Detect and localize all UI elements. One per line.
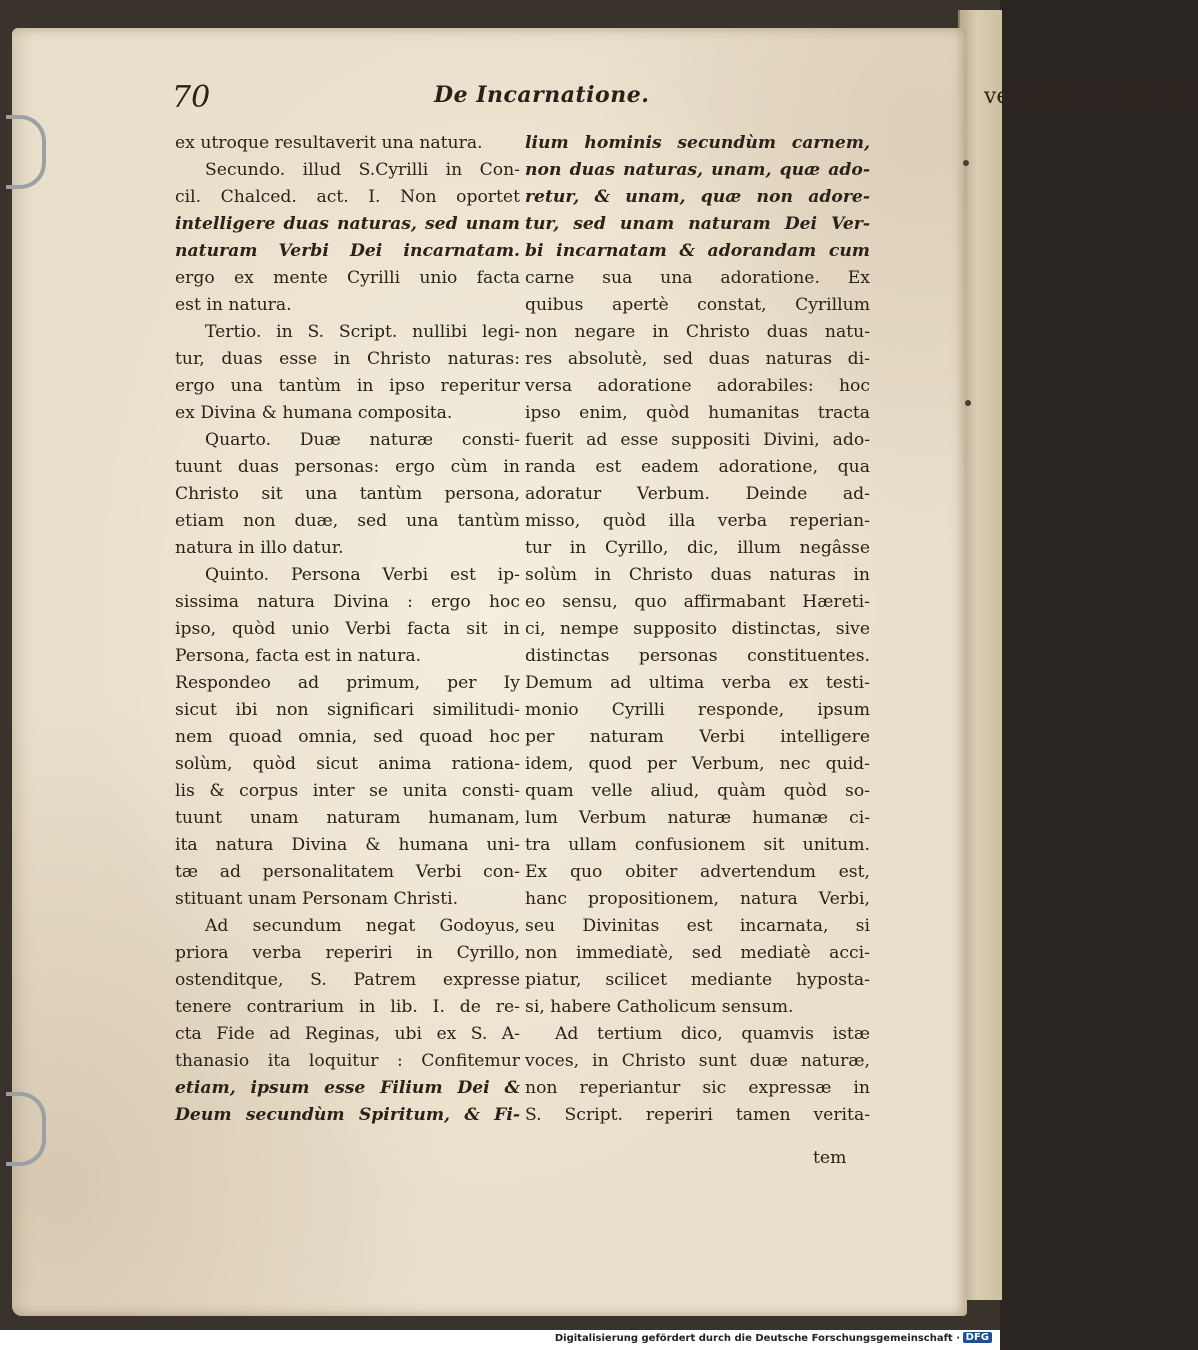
text-line: lis & corpus inter se unita consti- [175, 781, 520, 801]
text-line: Ex quo obiter advertendum est, [525, 862, 870, 882]
text-line: quibus apertè constat, Cyrillum [525, 295, 870, 315]
text-line: randa est eadem adoratione, qua [525, 457, 870, 477]
text-line: misso, quòd illa verba reperian- [525, 511, 870, 531]
funding-credit: Digitalisierung gefördert durch die Deutsche Forschungsgemeinschaft · [554, 1333, 960, 1344]
text-line: bi incarnatam & adorandam cum [525, 241, 870, 261]
text-line: Tertio. in S. Script. nullibi legi- [205, 322, 520, 342]
text-line: ex utroque resultaverit una natura. [175, 133, 483, 153]
text-line: idem, quod per Verbum, nec quid- [525, 754, 870, 774]
text-line: tæ ad personalitatem Verbi con- [175, 862, 520, 882]
page-clip-top [6, 115, 46, 189]
text-line: naturam Verbi Dei incarnatam. [175, 241, 520, 261]
text-line: seu Divinitas est incarnata, si [525, 916, 870, 936]
footer-strip [0, 1330, 1000, 1350]
text-line: ex Divina & humana composita. [175, 403, 453, 423]
dfg-logo: DFG [963, 1332, 992, 1343]
text-line: cta Fide ad Reginas, ubi ex S. A- [175, 1024, 520, 1044]
page-header [172, 80, 872, 120]
page-clip-bottom [6, 1092, 46, 1166]
text-line: stituant unam Personam Christi. [175, 889, 459, 909]
text-line: Secundo. illud S.Cyrilli in Con- [205, 160, 520, 180]
text-line: quam velle aliud, quàm quòd so- [525, 781, 870, 801]
text-line: Ad secundum negat Godoyus, [205, 916, 520, 936]
text-line: priora verba reperiri in Cyrillo, [175, 943, 520, 963]
text-line: ipso enim, quòd humanitas tracta [525, 403, 870, 423]
text-line: non immediatè, sed mediatè acci- [525, 943, 870, 963]
page-number: 70 [172, 80, 211, 115]
left-column [175, 130, 520, 1129]
text-line: Quinto. Persona Verbi est ip- [205, 565, 520, 585]
catchword: tem [813, 1148, 847, 1168]
text-line: res absolutè, sed duas naturas di- [525, 349, 870, 369]
text-line: ita natura Divina & humana uni- [175, 835, 520, 855]
text-line: Ad tertium dico, quamvis istæ [555, 1024, 870, 1044]
text-line: est in natura. [175, 295, 292, 315]
running-head: De Incarnatione. [434, 82, 650, 108]
text-line: etiam, ipsum esse Filium Dei & [175, 1078, 520, 1098]
text-line: tra ullam confusionem sit unitum. [525, 835, 870, 855]
text-line: Christo sit una tantùm persona, [175, 484, 520, 504]
text-line: tur, sed unam naturam Dei Ver- [525, 214, 870, 234]
text-line: sissima natura Divina : ergo hoc [175, 592, 520, 612]
text-line: solùm, quòd sicut anima rationa- [175, 754, 520, 774]
right-column [525, 130, 870, 1129]
text-line: Quarto. Duæ naturæ consti- [205, 430, 520, 450]
text-line: piatur, scilicet mediante hyposta- [525, 970, 870, 990]
text-line: eo sensu, quo affirmabant Hæreti- [525, 592, 870, 612]
text-line: ipso, quòd unio Verbi facta sit in [175, 619, 520, 639]
text-line: cil. Chalced. act. I. Non oportet [175, 187, 520, 207]
text-line: tenere contrarium in lib. I. de re- [175, 997, 520, 1017]
facing-page-edge-text: ver sam Ch oib ur f [984, 84, 1198, 109]
text-line: fuerit ad esse suppositi Divini, ado- [525, 430, 870, 450]
text-line: non negare in Christo duas natu- [525, 322, 870, 342]
text-line: intelligere duas naturas, sed unam [175, 214, 520, 234]
text-line: ci, nempe supposito distinctas, sive [525, 619, 870, 639]
text-line: solùm in Christo duas naturas in [525, 565, 870, 585]
text-line: lum Verbum naturæ humanæ ci- [525, 808, 870, 828]
text-line: si, habere Catholicum sensum. [525, 997, 794, 1017]
text-line: retur, & unam, quæ non adore- [525, 187, 870, 207]
text-line: lium hominis secundùm carnem, [525, 133, 870, 153]
text-line: carne sua una adoratione. Ex [525, 268, 870, 288]
text-line: thanasio ita loquitur : Confitemur [175, 1051, 520, 1071]
text-line: voces, in Christo sunt duæ naturæ, [525, 1051, 870, 1071]
text-line: nem quoad omnia, sed quoad hoc [175, 727, 520, 747]
text-line: tuunt unam naturam humanam, [175, 808, 520, 828]
text-line: versa adoratione adorabiles: hoc [525, 376, 870, 396]
text-line: sicut ibi non significari similitudi- [175, 700, 520, 720]
text-line: tur in Cyrillo, dic, illum negâsse [525, 538, 870, 558]
text-line: natura in illo datur. [175, 538, 344, 558]
text-line: per naturam Verbi intelligere [525, 727, 870, 747]
text-line: Deum secundùm Spiritum, & Fi- [175, 1105, 520, 1125]
binding-mark [963, 160, 969, 166]
text-line: S. Script. reperiri tamen verita- [525, 1105, 870, 1125]
text-line: hanc propositionem, natura Verbi, [525, 889, 870, 909]
text-line: ergo una tantùm in ipso reperitur [175, 376, 520, 396]
text-line: tur, duas esse in Christo naturas: [175, 349, 520, 369]
text-line: non reperiantur sic expressæ in [525, 1078, 870, 1098]
text-line: Demum ad ultima verba ex testi- [525, 673, 870, 693]
binding-mark [965, 400, 971, 406]
text-line: ergo ex mente Cyrilli unio facta [175, 268, 520, 288]
text-line: adoratur Verbum. Deinde ad- [525, 484, 870, 504]
text-line: Respondeo ad primum, per Iy [175, 673, 520, 693]
text-line: monio Cyrilli responde, ipsum [525, 700, 870, 720]
text-line: ostenditque, S. Patrem expresse [175, 970, 520, 990]
text-line: etiam non duæ, sed una tantùm [175, 511, 520, 531]
text-line: non duas naturas, unam, quæ ado- [525, 160, 870, 180]
text-line: distinctas personas constituentes. [525, 646, 870, 666]
text-line: Persona, facta est in natura. [175, 646, 422, 666]
text-line: tuunt duas personas: ergo cùm in [175, 457, 520, 477]
